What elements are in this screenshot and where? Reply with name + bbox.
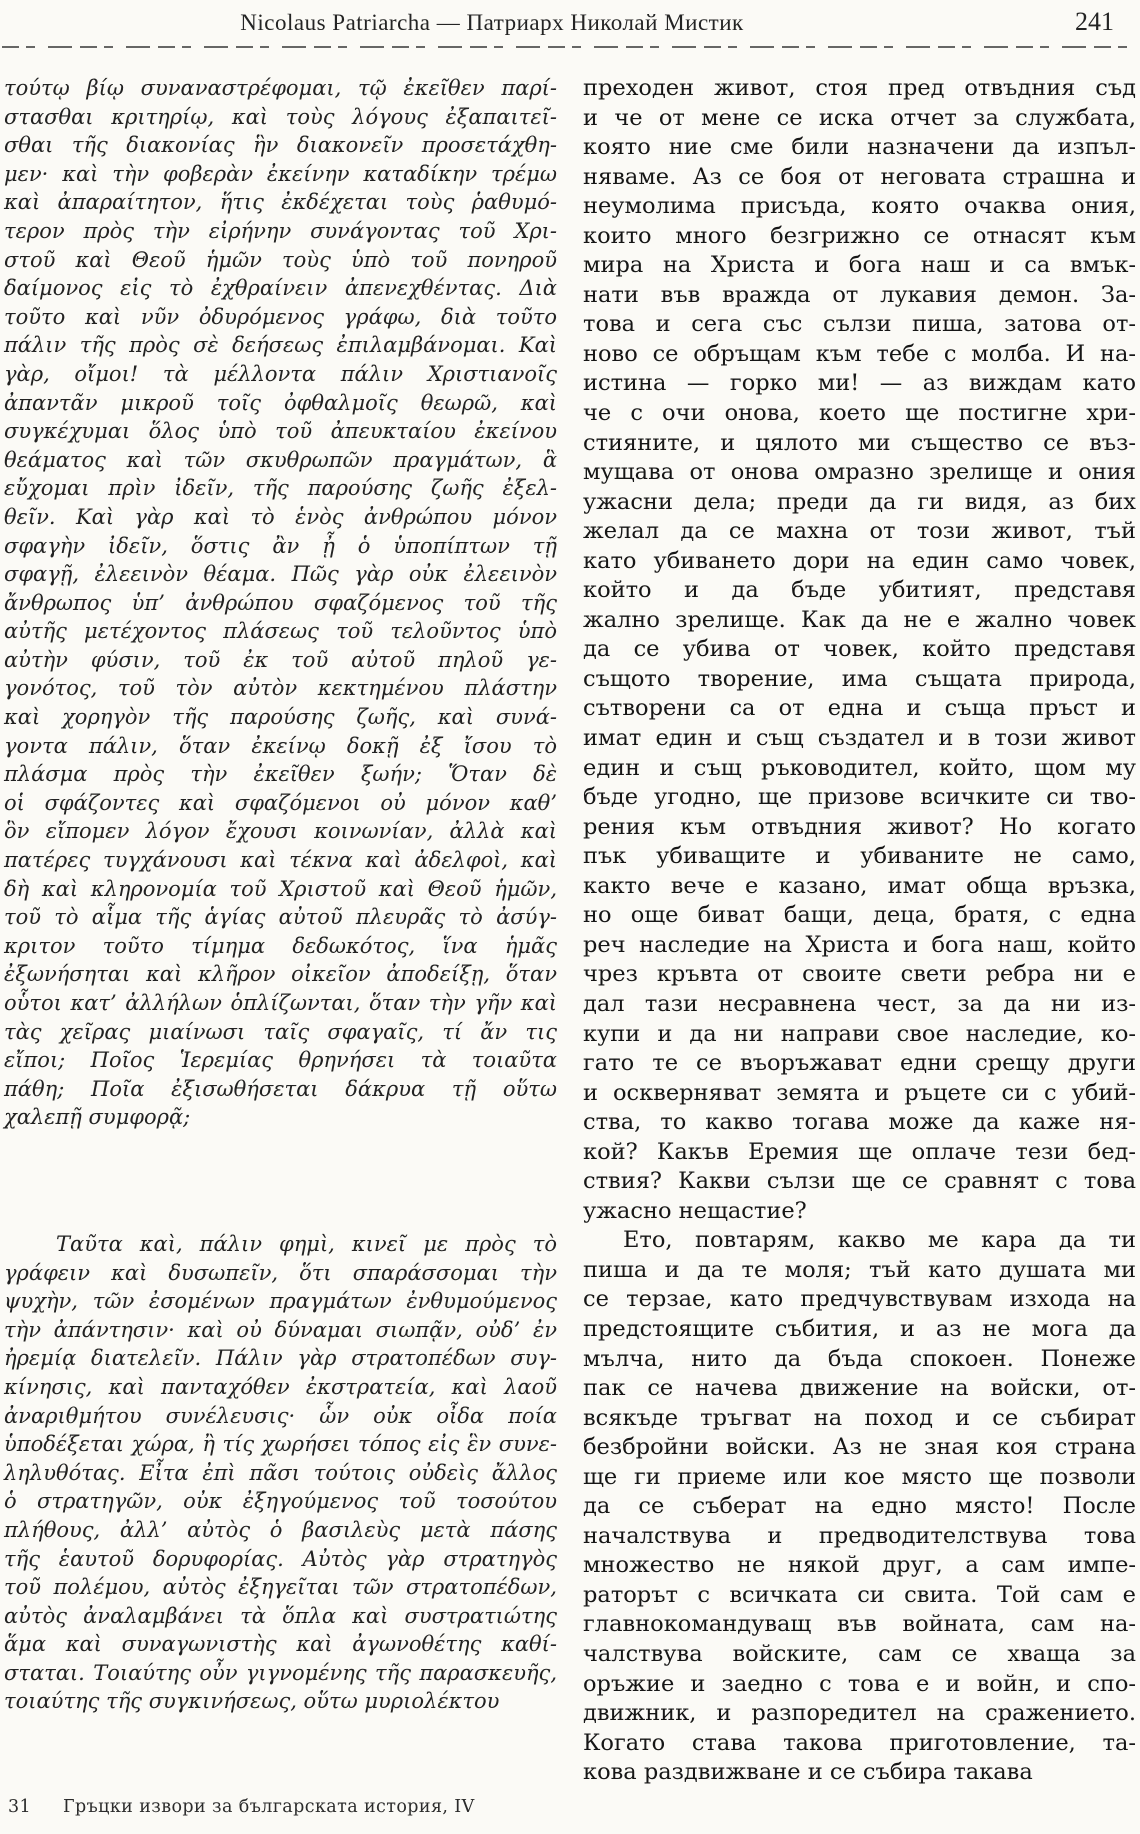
text-line: и оскверняват земята и ръцете си с убий- (583, 1079, 1136, 1106)
text-line: мущава от онова омразно зрелище и ония (583, 459, 1136, 486)
text-line: желал да се махна от този живот, тъй (583, 518, 1136, 545)
text-line: καὶ χορηγὸν τῆς παρούσης ζωῆς, καὶ συνά- (4, 705, 557, 730)
text-line: πλάσμα πρὸς τὴν ἐκεῖθεν ξωήν; Ὅταν δὲ (4, 762, 557, 787)
text-line: δὴ καὶ κληρονομία τοῦ Χριστοῦ καὶ Θεοῦ ἡμῶν, (4, 876, 557, 901)
text-line: кова раздвижване и се събира такава (583, 1759, 1033, 1786)
text-line: ἀπαντᾶν μικροῦ τοῖς ὀφθαλμοῖς θεωρῶ, καὶ (4, 390, 557, 415)
greek-paragraph-2 (4, 1230, 557, 1716)
text-columns (4, 58, 1136, 1788)
text-line: ὃν εἴπομεν λόγον ἔχουσι κοινωνίαν, ἀλλὰ καὶ (4, 819, 557, 844)
text-line: безбройни войски. Аз не зная коя страна (583, 1434, 1136, 1461)
text-line: γοντα πάλιν, ὅταν ἐκείνῳ δοκῇ ἐξ ἴσου τὸ (4, 733, 557, 758)
text-line: κίνησις, καὶ πανταχόθεν ἐκστρατεία, καὶ λαοῦ (4, 1374, 557, 1399)
text-line: същото творение, има същата природа, (583, 665, 1136, 692)
text-line: χαλεπῇ συμφορᾷ; (4, 1105, 191, 1130)
text-line: рения към отвъдния живот? Но когато (583, 813, 1136, 840)
text-line: реч наследие на Христа и бога наш, който (583, 931, 1136, 958)
text-line: αὐτὸς ἀναλαμβάνει τὰ ὅπλα καὶ συστρατιώτης (4, 1603, 557, 1628)
text-line: пак се начева движение на войски, от- (583, 1375, 1136, 1402)
text-line: εἴποι; Ποῖος Ἱερεμίας θρηνήσει τὰ τοιαῦτα (4, 1048, 557, 1073)
text-line: неумолима присъда, която очаква ония, (583, 193, 1136, 220)
text-line: ще ги приеме или кое място ще позволи (583, 1463, 1136, 1490)
text-line: σφαγὴν ἰδεῖν, ὅστις ἂν ᾖ ὁ ὑποπίπτων τῇ (4, 533, 557, 558)
text-line: δαίμονος εἰς τὸ ἐχθραίνειν ἀπενεχθέντας. Διὰ (4, 276, 557, 301)
text-line: който и да бъде убитият, представя (583, 577, 1136, 604)
text-line: пък убиващите и убиваните не само, (583, 843, 1136, 870)
text-line: ψυχὴν, τῶν ἐσομένων πραγμάτων ἐνθυμούμενος (4, 1289, 557, 1314)
text-line: σφαγῇ, ἐλεεινὸν θέαμα. Πῶς γὰρ οὐκ ἐλεεινὸν (4, 562, 557, 587)
footer-series-title: Гръцки извори за българската история, IV (63, 1797, 475, 1817)
text-line: които много безгрижно се отнасят към (583, 222, 1136, 249)
text-line: пиша и да те моля; тъй като душата ми (583, 1256, 1136, 1283)
text-line: καὶ ἀπαραίτητον, ἥτις ἐκδέχεται τοὺς ῥαθυμό- (4, 190, 557, 215)
header-rule (2, 46, 1138, 48)
text-line: ужасно нещастие? (583, 1197, 807, 1224)
text-line: това и сега със сълзи пиша, затова от- (583, 311, 1136, 338)
text-line: τερον πρὸς τὴν εἰρήνην συνάγοντας τοῦ Χρι- (4, 218, 557, 243)
text-line: както вече е казано, имат обща връзка, (583, 872, 1136, 899)
text-line: истина — горко ми! — аз виждам като (583, 370, 1136, 397)
text-line: множество не някой друг, а сам импе- (583, 1552, 1136, 1579)
text-line: която ние сме били назначени да изпъл- (583, 134, 1136, 161)
text-line: бъде угодно, ще призове всичките си тво- (583, 784, 1136, 811)
text-line: σταται. Τοιαύτης οὖν γιγνομένης τῆς παρασκευῆς, (4, 1660, 557, 1685)
page-number: 241 (1075, 7, 1114, 36)
text-line: τὰς χεῖρας μιαίνωσι ταῖς σφαγαῖς, τί ἄν τις (4, 1019, 557, 1044)
paragraph-gap (4, 1132, 557, 1230)
text-line: πάθη; Ποῖα ἐξισωθήσεται δάκρυα τῇ οὕτω (4, 1076, 557, 1101)
text-line: преходен живот, стоя пред отвъдния съд (583, 75, 1136, 101)
text-line: πλήθους, ἀλλ’ αὐτὸς ὁ βασιλεὺς μετὰ πάσης (4, 1517, 557, 1542)
text-line: τούτῳ βίῳ συναναστρέφομαι, τῷ ἐκεῖθεν παρί- (4, 76, 557, 100)
text-line: ства, то какво тогава може да каже ня- (583, 1109, 1136, 1136)
text-line: συγκέχυμαι ὅλος ὑπὸ τοῦ ἀπευκταίου ἐκείνου (4, 419, 557, 444)
text-line: жално зрелище. Как да не е жално човек (583, 606, 1136, 633)
page-footer (8, 1797, 475, 1817)
text-line: ἠρεμίᾳ διατελεῖν. Πάλιν γὰρ στρατοπέδων συγ- (4, 1346, 557, 1371)
text-line: предстоящите събития, и аз не мога да (583, 1315, 1136, 1342)
text-line: Ето, повтарям, какво ме кара да ти (623, 1227, 1136, 1254)
footer-signature-number: 31 (8, 1797, 32, 1817)
text-line: кой? Какъв Еремия ще оплаче тези бед- (583, 1138, 1136, 1165)
text-line: сътворени са от една и съща пръст и (583, 695, 1136, 722)
text-line: τοῦ τὸ αἷμα τῆς ἁγίας αὐτοῦ πλευρᾶς τὸ ἀσύγ- (4, 905, 557, 930)
greek-paragraph-1 (4, 74, 557, 1132)
text-line: ново се обръщам към тебе с молба. И на- (583, 340, 1136, 367)
text-line: но още биват бащи, деца, братя, с една (583, 902, 1136, 929)
text-line: раторът с всичката си свита. Той сам е (583, 1581, 1136, 1608)
text-line: купи и да ни направи свое наследие, ко- (583, 1020, 1136, 1047)
text-line: нати във вражда от лукавия демон. За- (583, 281, 1136, 308)
text-line: ληλυθότας. Εἶτα ἐπὶ πᾶσι τούτοις οὐδεὶς ἄλλος (4, 1460, 557, 1485)
text-line: τοῦ πολέμου, αὐτὸς ἐξηγεῖται τῶν στρατοπέδων, (4, 1575, 557, 1600)
text-line: μεν· καὶ τὴν φοβερὰν ἐκείνην καταδίκην τρέμω (4, 161, 557, 186)
text-line: Когато става такова приготовление, та- (583, 1729, 1136, 1756)
bulgarian-paragraph-1 (583, 74, 1136, 1226)
text-line: Ταῦτα καὶ, πάλιν φημὶ, κινεῖ με πρὸς τὸ (56, 1231, 557, 1256)
text-line: τοιαύτης τῆς συγκινήσεως, οὕτω μυριολέκτου (4, 1689, 500, 1714)
text-line: и че от мене се иска отчет за службата, (583, 104, 1136, 131)
text-line: γονότος, τοῦ τὸν αὐτὸν κεκτημένου πλάστην (4, 676, 557, 701)
text-line: ἅμα καὶ συναγωνιστὴς καὶ ἀγωνοθέτης καθί- (4, 1632, 557, 1657)
text-line: всякъде тръгват на поход и се събират (583, 1404, 1136, 1431)
text-line: ὑποδέξεται χώρα, ἢ τίς χωρήσει τόπος εἰς ἓν συνε- (4, 1432, 557, 1457)
text-line: τὴν ἀπάντησιν· καὶ οὐ δύναμαι σιωπᾷν, οὐδ’ ἐν (4, 1317, 557, 1342)
text-line: главнокомандуващ във войната, сам на- (583, 1611, 1136, 1638)
text-line: дал тази несравнена чест, за да ни из- (583, 990, 1136, 1017)
text-line: че с очи онова, което ще постигне хри- (583, 400, 1136, 427)
page-header (0, 0, 1140, 52)
text-line: αὐτὴν φύσιν, τοῦ ἐκ τοῦ αὐτοῦ πηλοῦ γε- (4, 647, 557, 672)
text-line: οἱ σφάζοντες καὶ σφαζόμενοι οὐ μόνον καθ’ (4, 790, 557, 815)
text-line: εὔχομαι πρὶν ἰδεῖν, τῆς παρούσης ζωῆς ἐξελ- (4, 476, 557, 501)
text-line: мира на Христа и бога наш и са вмък- (583, 252, 1136, 279)
text-line: σθαι τῆς διακονίας ἣν διακονεῖν προσετάχθη- (4, 133, 557, 158)
text-line: ствия? Какви сълзи ще се сравнят с това (583, 1168, 1136, 1195)
text-line: имат един и същ създател и в този живот (583, 725, 1136, 752)
text-line: един и същ ръководител, който, щом му (583, 754, 1136, 781)
text-line: ἐξωνήσηται καὶ κλῆρον οἰκεῖον ἀποδείξῃ, ὅταν (4, 962, 557, 987)
text-line: ужасни дела; преди да ги видя, аз бих (583, 488, 1136, 515)
text-line: стияните, и цялото ми същество се въз- (583, 429, 1136, 456)
text-line: θεῖν. Καὶ γὰρ καὶ τὸ ἑνὸς ἀνθρώπου μόνον (4, 504, 557, 529)
text-line: πάλιν τῆς πρὸς σὲ δεήσεως ἐπιλαμβάνομαι. Καὶ (4, 333, 557, 358)
text-line: γράφειν καὶ δυσωπεῖν, ὅτι σπαράσσομαι τὴν (4, 1260, 557, 1285)
text-line: гато те се въоръжават едни срещу други (583, 1050, 1136, 1077)
text-line: да се убива от човек, който представя (583, 636, 1136, 663)
text-line: няваме. Аз се боя от неговата страшна и (583, 163, 1136, 190)
text-line: ἄνθρωπος ὑπ’ ἀνθρώπου σφαζόμενος τοῦ τῆς (4, 590, 557, 615)
text-line: чалствува войските, сам се хваща за (583, 1640, 1136, 1667)
text-line: κριτον τοῦτο τίμημα δεδωκότος, ἵνα ἡμᾶς (4, 933, 557, 958)
text-line: οὗτοι κατ’ ἀλλήλων ὁπλίζωνται, ὅταν τὴν γῆν καὶ (4, 991, 557, 1015)
text-line: началствува и предводителствува това (583, 1522, 1136, 1549)
text-line: ὁ στρατηγῶν, οὐκ ἐξηγούμενος τοῦ τοσούτου (4, 1489, 557, 1514)
page-title: Nicolaus Patriarcha — Патриарх Николай Мистик (240, 10, 744, 35)
text-line: движник, и разпоредител на сражението. (583, 1700, 1136, 1727)
text-line: στασθαι κριτηρίῳ, καὶ τοὺς λόγους ἐξαπαιτεῖ- (4, 104, 557, 129)
text-line: се терзае, като предчувствувам изхода на (583, 1286, 1136, 1313)
text-line: като убиването дори на един само човек, (583, 547, 1136, 574)
text-line: мълча, нито да бъда спокоен. Понеже (583, 1345, 1136, 1372)
text-line: чрез кръвта от своите свети ребра ни е (583, 961, 1136, 988)
text-line: πατέρες τυγχάνουσι καὶ τέκνα καὶ ἀδελφοὶ, καὶ (4, 848, 557, 873)
text-line: да се съберат на едно място! После (583, 1493, 1136, 1520)
text-line: оръжие и заедно с това е и войн, и спо- (583, 1670, 1136, 1697)
bulgarian-text-column (583, 58, 1136, 1788)
text-line: γὰρ, οἴμοι! τὰ μέλλοντα πάλιν Χριστιανοῖς (4, 361, 557, 386)
text-line: στοῦ καὶ Θεοῦ ἡμῶν τοὺς ὑπὸ τοῦ πονηροῦ (4, 247, 557, 272)
text-line: θεάματος καὶ τῶν σκυθρωπῶν πραγμάτων, ἃ (4, 447, 557, 472)
text-line: ἀναριθμήτου συνέλευσις· ὧν οὐκ οἶδα ποία (4, 1403, 557, 1428)
text-line: τῆς ἑαυτοῦ δορυφορίας. Αὐτὸς γὰρ στρατηγὸς (4, 1546, 557, 1571)
text-line: τοῦτο καὶ νῦν ὀδυρόμενος γράφω, διὰ τοῦτο (4, 304, 557, 329)
text-line: αὐτῆς μετέχοντος πλάσεως τοῦ τελοῦντος ὑπὸ (4, 619, 557, 644)
greek-text-column (4, 58, 557, 1788)
bulgarian-paragraph-2 (583, 1226, 1136, 1787)
